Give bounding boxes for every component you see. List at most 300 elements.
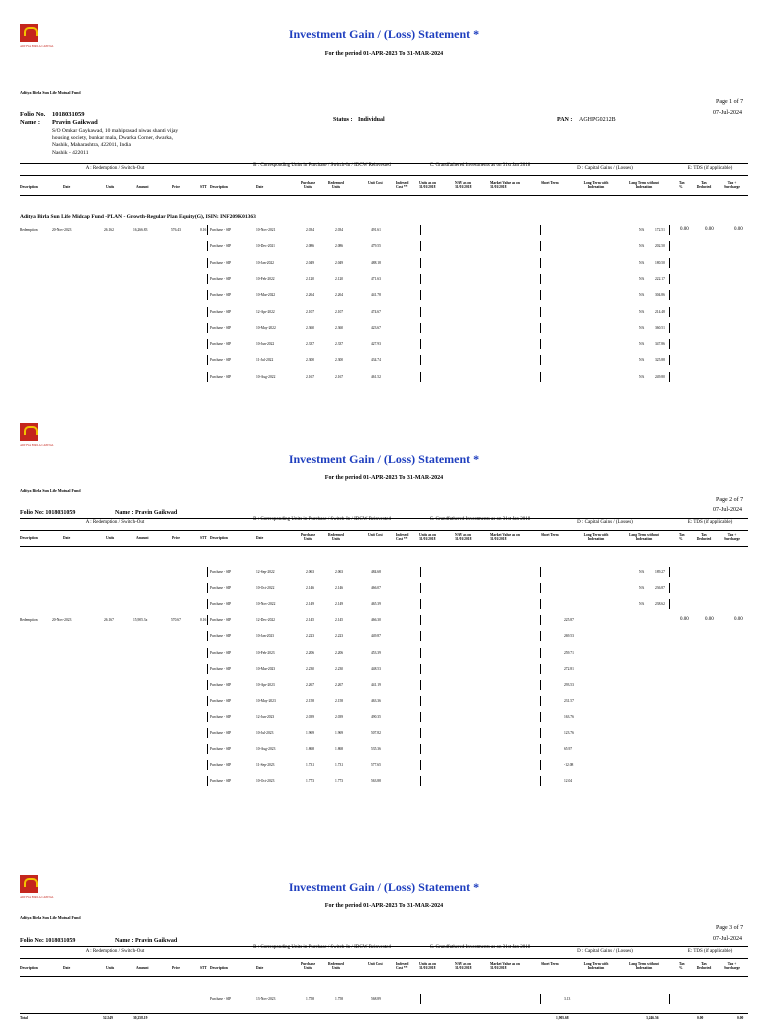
row-date: 10-Jun-2022 [256,342,275,347]
section-d-heading: D : Capital Gains / (Losses) [577,166,633,171]
row-purchase-units: 1.969 [306,731,315,735]
col-tax-surcharge: Tax + Surcharge [724,962,740,970]
col-purchase-units: Purchase Units [300,962,316,970]
grandfathered-marker [420,744,421,754]
row-lt-with-indexation: NA [639,244,645,249]
col-b-date: Date [256,966,264,970]
row-short-term: 269.53 [564,634,574,639]
name-line: Name : Pravin Gaikwad [115,938,178,944]
status-value: Individual [358,117,385,123]
row-date: 10-Apr-2023 [256,682,275,687]
fund-house-name: Aditya Birla Sun Life Mutual Fund [20,90,81,95]
col-nav-on: NAV as on 31/01/2018 [455,962,472,970]
row-date: 10-Aug-2023 [256,747,276,752]
grandfathered-marker [420,241,421,251]
row-unit-cost: 441.19 [371,682,381,687]
row-unit-cost: 461.52 [371,374,381,379]
grandfathered-marker [420,307,421,317]
grandfathered-marker [420,631,421,641]
row-lt-without-indexation: 238.62 [655,602,665,607]
row-description: Purchase - SIP [210,682,232,687]
row-redeemed-units: 2.086 [335,244,344,249]
row-description: Purchase - SIP [210,586,232,591]
section-e-heading: E: TDS (if applicable) [687,520,733,525]
statement-date: 07-Jul-2024 [713,507,742,513]
col-stt: STT [200,185,207,189]
short-term-marker [540,258,541,268]
row-purchase-units: 2.300 [306,358,315,363]
col-date: Date [63,966,71,970]
short-term-marker [540,712,541,722]
col-lt-without-indexation: Long Term without Indexation [629,181,659,189]
row-lt-with-indexation: NA [639,228,645,232]
tds-deducted: 0.00 [705,617,714,622]
row-redeemed-units: 2.264 [335,293,344,298]
col-b-date: Date [256,536,264,540]
tds-marker [669,994,670,1004]
lt-marker [669,323,670,333]
grandfathered-marker [420,760,421,770]
row-redeemed-units: 2.360 [335,325,344,330]
col-lt-without-indexation: Long Term without Indexation [629,533,659,541]
folio-line: Folio No: 1018031059 [20,938,76,944]
row-start-marker [207,680,208,690]
name-label: Name : [20,119,41,126]
grandfathered-marker [420,728,421,738]
row-redeemed-units: 2.267 [335,682,344,687]
row-start-marker [207,567,208,577]
row-purchase-units: 2.264 [306,293,315,298]
row-redeemed-units: 2.230 [335,666,344,671]
short-term-marker [540,728,541,738]
row-description: Purchase - SIP [210,358,232,363]
section-b-heading: B : Corresponding Units in Purchase / Switch-In / IDCW Reinvested [253,517,391,522]
row-purchase-units: 2.230 [306,666,315,671]
header-mid-rule [20,175,748,176]
row-description: Purchase - SIP [210,374,232,379]
row-start-marker [207,712,208,722]
row-date: 10-Nov-2022 [256,602,276,607]
row-description: Purchase - SIP [210,602,232,607]
row-redeemed-units: 1.731 [335,763,344,768]
col-lt-without-indexation: Long Term without Indexation [629,962,659,970]
statement-period: For the period 01-APR-2023 To 31-MAR-2024 [324,903,444,909]
row-unit-cost: 563.88 [371,779,381,784]
row-unit-cost: 441.78 [371,293,381,298]
col-price: Price [172,185,180,189]
col-tax: Tax % [679,533,685,541]
pan-label: PAN : [557,117,573,123]
address-line-3: Nashik, Maharashtra, 422011, India [52,142,131,148]
col-price: Price [172,536,180,540]
row-date: 10-Oct-2023 [256,779,275,784]
row-redeemed-units: 2.039 [335,714,344,719]
row-date: 10-May-2022 [256,325,276,330]
row-lt-with-indexation: NA [639,293,645,298]
grandfathered-marker [420,712,421,722]
lt-marker [669,567,670,577]
row-redeemed-units: 2.149 [335,602,344,607]
investor-name: Pravin Gaikwad [52,119,98,126]
statement-title: Investment Gain / (Loss) Statement * [288,27,480,41]
col-unit-cost: Unit Cost [368,181,383,185]
section-c-heading: C. Grandfathered Investments as on 31st Jan 2018 [429,945,531,950]
row-redeemed-units: 2.049 [335,260,344,265]
row-start-marker [207,648,208,658]
section-b-heading: B : Corresponding Units in Purchase / Switch-In / IDCW Reinvested [253,945,391,950]
row-date: 12-Sep-2022 [256,570,275,574]
statement-date: 07-Jul-2024 [713,936,742,942]
row-lt-without-indexation: 180.50 [655,260,665,265]
row-unit-cost: 488.18 [371,260,381,265]
row-short-term: 12.04 [564,779,573,784]
row-description: Purchase - SIP [210,714,232,719]
grandfathered-marker [420,680,421,690]
col-tax-deducted: Tax Deducted [696,181,712,189]
redemption-price: 576.43 [171,228,181,232]
row-date: 10-May-2023 [256,698,276,703]
page-number: Page 2 of 7 [716,497,744,503]
row-description: Purchase - SIP [210,650,232,655]
row-lt-without-indexation: 347.86 [655,342,665,347]
total-tax-surcharge: 0.00 [737,1016,744,1020]
row-redeemed-units: 2.300 [335,358,344,363]
statement-page-1 [0,0,768,395]
total-tax-deducted: 0.00 [697,1016,704,1020]
short-term-marker [540,225,541,235]
tds-tax: 0.00 [680,617,689,622]
short-term-marker [540,760,541,770]
grandfathered-marker [420,615,421,625]
row-redeemed-units: 1.773 [335,779,344,784]
row-start-marker [207,274,208,284]
row-unit-cost: 474.67 [371,309,381,314]
row-redeemed-units: 2.120 [335,276,344,281]
row-purchase-units: 2.337 [306,342,315,347]
col-purchase-units: Purchase Units [300,533,316,541]
redemption-description: Redemption [20,618,38,622]
col-redeemed-units: Redeemed Units [328,181,344,189]
grandfathered-marker [420,372,421,382]
section-c-heading: C. Grandfathered Investments as on 31st Jan 2018 [429,163,531,168]
lt-marker [669,225,670,235]
row-purchase-units: 2.145 [306,618,315,623]
row-purchase-units: 2.063 [306,570,315,574]
row-date: 10-Jan-2022 [256,260,274,265]
row-unit-cost: 423.67 [371,325,381,330]
col-unit-cost: Unit Cost [368,962,383,966]
row-date: 10-Feb-2022 [256,276,275,281]
col-short-term: Short Term [541,181,559,185]
short-term-marker [540,631,541,641]
row-start-marker [207,760,208,770]
col-nav-on: NAV as on 31/01/2018 [455,533,472,541]
col-indexed-cost: Indexed Cost ** [396,533,409,541]
header-mid-rule [20,958,748,959]
row-purchase-units: 2.360 [306,325,315,330]
row-start-marker [207,664,208,674]
header-mid-rule [20,530,748,531]
col-purchase-units: Purchase Units [300,181,316,189]
row-description: Purchase - SIP [210,342,232,347]
row-unit-cost: 568.89 [371,997,381,1001]
col-market-value: Market Value as on 31/01/2018 [490,533,520,541]
total-units: 52.549 [103,1016,113,1020]
col-stt: STT [200,966,207,970]
row-lt-without-indexation: 214.48 [655,309,665,314]
row-short-term: 123.76 [564,731,574,735]
row-description: Purchase - SIP [210,763,232,768]
tds-deducted: 0.00 [705,227,714,232]
grandfathered-marker [420,274,421,284]
row-description: Purchase - SIP [210,293,232,298]
short-term-marker [540,696,541,706]
row-start-marker [207,339,208,349]
col-lt-with-indexation: Long Term with Indexation [583,181,609,189]
row-date: 10-Mar-2023 [256,666,276,671]
lt-marker [669,307,670,317]
row-purchase-units: 1.773 [306,779,315,784]
grandfathered-marker [420,648,421,658]
row-unit-cost: 463.36 [371,698,381,703]
section-e-heading: E: TDS (if applicable) [687,949,733,954]
row-start-marker [207,225,208,235]
redemption-units: 26.167 [104,618,114,622]
grandfathered-marker [420,776,421,786]
row-short-term: 259.71 [564,650,574,655]
col-tax-deducted: Tax Deducted [696,962,712,970]
col-units: Units [106,966,115,970]
row-purchase-units: 2.049 [306,260,315,265]
statement-page-2 [0,420,768,820]
row-unit-cost: 479.55 [371,244,381,249]
scheme-name: Aditya Birla Sun Life Midcap Fund -PLAN - Growth-Regular Plan Equity(G), ISIN: INF209K01363 [20,214,256,220]
col-indexed-cost: Indexed Cost ** [396,962,409,970]
statement-title: Investment Gain / (Loss) Statement * [288,452,480,466]
row-start-marker [207,372,208,382]
row-description: Purchase - SIP [210,618,232,623]
row-purchase-units: 2.107 [306,309,315,314]
row-redeemed-units: 1.969 [335,731,344,735]
row-short-term: 3.13 [564,997,571,1001]
col-short-term: Short Term [541,962,559,966]
row-unit-cost: 491.61 [371,228,381,232]
row-lt-with-indexation: NA [639,570,645,574]
row-description: Purchase - SIP [210,997,232,1001]
row-redeemed-units: 1.758 [335,997,344,1001]
row-purchase-units: 1.758 [306,997,315,1001]
row-description: Purchase - SIP [210,228,232,232]
grandfathered-marker [420,664,421,674]
row-purchase-units: 2.149 [306,602,315,607]
pan-value: AGHPG0212B [579,117,616,123]
row-purchase-units: 2.034 [306,228,315,232]
total-short-term: 1,905.68 [556,1016,569,1020]
row-purchase-units: 2.039 [306,714,315,719]
row-lt-with-indexation: NA [639,586,645,591]
row-short-term: 272.81 [564,666,574,671]
col-amount: Amount [136,966,149,970]
row-lt-without-indexation: 360.51 [655,325,665,330]
row-date: 10-Jul-2023 [256,731,274,735]
row-date: 12-Dec-2022 [256,618,275,623]
row-date: 11-Jul-2022 [256,358,274,363]
row-redeemed-units: 2.034 [335,228,344,232]
row-date: 10-Aug-2022 [256,374,276,379]
row-lt-without-indexation: 236.87 [655,586,665,591]
statement-title: Investment Gain / (Loss) Statement * [288,880,480,894]
page-number: Page 3 of 7 [716,925,744,931]
short-term-marker [540,994,541,1004]
row-date: 10-Dec-2021 [256,244,275,249]
col-indexed-cost: Indexed Cost ** [396,181,409,189]
section-a-heading: A : Redemption / Switch-Out [85,520,145,525]
col-b-description: Description [210,536,228,540]
logo-caption: ADITYA BIRLA CAPITAL [20,443,54,447]
grandfathered-marker [420,339,421,349]
row-lt-without-indexation: 249.80 [655,374,665,379]
row-short-term: 225.87 [564,618,574,623]
lt-marker [669,583,670,593]
row-purchase-units: 2.167 [306,374,315,379]
col-tax-surcharge: Tax + Surcharge [724,181,740,189]
redemption-amount: 15,905.3x [133,618,148,622]
grandfathered-marker [420,567,421,577]
row-lt-with-indexation: NA [639,374,645,379]
col-tax-surcharge: Tax + Surcharge [724,533,740,541]
section-d-heading: D : Capital Gains / (Losses) [577,520,633,525]
lt-marker [669,258,670,268]
row-description: Purchase - SIP [210,276,232,281]
col-amount: Amount [136,185,149,189]
row-redeemed-units: 1.868 [335,747,344,752]
row-description: Purchase - SIP [210,570,232,574]
header-bottom-rule [20,546,748,547]
row-date: 12-Jun-2023 [256,714,275,719]
short-term-marker [540,648,541,658]
short-term-marker [540,615,541,625]
short-term-marker [540,744,541,754]
row-start-marker [207,696,208,706]
row-unit-cost: 577.65 [371,763,381,768]
row-description: Purchase - SIP [210,666,232,671]
row-redeemed-units: 2.146 [335,586,344,591]
col-b-description: Description [210,966,228,970]
row-purchase-units: 2.267 [306,682,315,687]
redemption-date: 20-Nov-2023 [52,618,72,622]
statement-period: For the period 01-APR-2023 To 31-MAR-2024 [324,475,444,481]
header-bottom-rule [20,976,748,977]
row-description: Purchase - SIP [210,731,232,735]
folio-number: 1018031059 [52,111,85,118]
fund-house-name: Aditya Birla Sun Life Mutual Fund [20,488,81,493]
section-e-heading: E: TDS (if applicable) [687,166,733,171]
tds-tax: 0.00 [680,227,689,232]
redemption-stt: 0.16 [200,228,207,232]
short-term-marker [540,664,541,674]
row-lt-without-indexation: 172.51 [655,228,665,232]
header-bottom-rule [20,195,748,196]
lt-marker [669,290,670,300]
row-unit-cost: 490.35 [371,714,381,719]
row-short-term: 231.57 [564,698,574,703]
grandfathered-marker [420,290,421,300]
col-units: Units [106,536,115,540]
grandfathered-marker [420,599,421,609]
row-start-marker [207,355,208,365]
row-redeemed-units: 2.063 [335,570,344,574]
row-lt-with-indexation: NA [639,602,645,607]
row-date: 10-Oct-2022 [256,586,275,591]
aditya-birla-logo-icon [20,423,38,441]
logo-caption: ADITYA BIRLA CAPITAL [20,44,54,48]
name-line: Name : Pravin Gaikwad [115,510,178,516]
short-term-marker [540,307,541,317]
row-description: Purchase - SIP [210,309,232,314]
col-b-date: Date [256,185,264,189]
row-lt-with-indexation: NA [639,309,645,314]
short-term-marker [540,680,541,690]
row-description: Purchase - SIP [210,325,232,330]
row-purchase-units: 2.158 [306,698,315,703]
col-description: Description [20,536,38,540]
row-description: Purchase - SIP [210,634,232,639]
col-tax-deducted: Tax Deducted [696,533,712,541]
row-description: Purchase - SIP [210,244,232,249]
lt-marker [669,241,670,251]
short-term-marker [540,599,541,609]
row-lt-without-indexation: 222.17 [655,276,665,281]
grandfathered-marker [420,994,421,1004]
row-unit-cost: 484.68 [371,570,381,574]
short-term-marker [540,355,541,365]
row-start-marker [207,290,208,300]
col-description: Description [20,185,38,189]
col-stt: STT [200,536,207,540]
row-date: 10-Mar-2022 [256,293,276,298]
short-term-marker [540,339,541,349]
folio-label: Folio No. [20,111,46,118]
row-short-term: 65.97 [564,747,573,752]
row-lt-with-indexation: NA [639,342,645,347]
grandfathered-marker [420,323,421,333]
col-description: Description [20,966,38,970]
col-redeemed-units: Redeemed Units [328,533,344,541]
short-term-marker [540,776,541,786]
address-line-4: Nashik - 422011 [52,150,89,156]
lt-marker [669,599,670,609]
col-market-value: Market Value as on 31/01/2018 [490,962,520,970]
row-start-marker [207,258,208,268]
col-date: Date [63,185,71,189]
row-unit-cost: 448.53 [371,666,381,671]
row-unit-cost: 466.30 [371,618,381,623]
tds-surcharge: 0.00 [734,617,743,622]
row-purchase-units: 1.731 [306,763,315,768]
row-date: 13-Nov-2023 [256,997,276,1001]
total-rule [20,1013,748,1014]
row-unit-cost: 434.74 [371,358,381,363]
row-redeemed-units: 2.206 [335,650,344,655]
redemption-units: 26.162 [104,228,114,232]
page-number: Page 1 of 7 [716,99,744,105]
col-lt-with-indexation: Long Term with Indexation [583,533,609,541]
grandfathered-marker [420,583,421,593]
short-term-marker [540,583,541,593]
lt-marker [669,372,670,382]
grandfathered-marker [420,258,421,268]
folio-line: Folio No: 1018031059 [20,510,76,516]
